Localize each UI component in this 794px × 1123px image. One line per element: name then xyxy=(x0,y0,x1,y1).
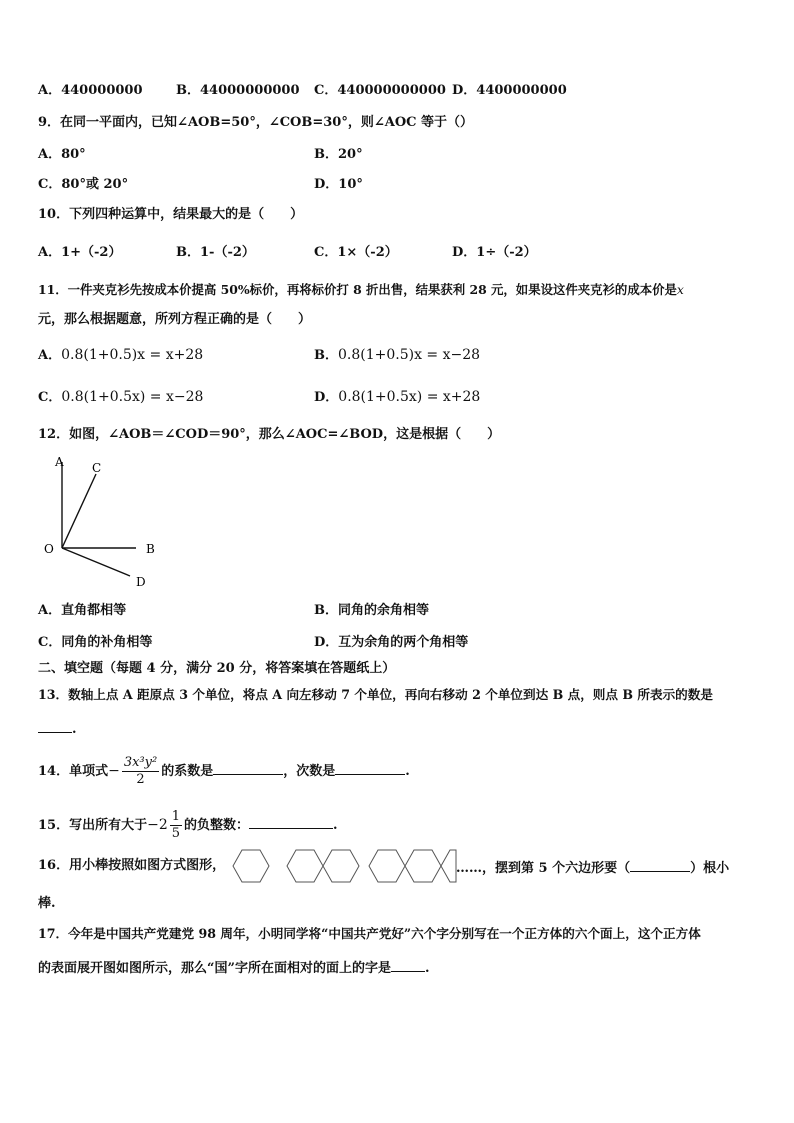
q9-option-c: C．80°或 20° xyxy=(38,177,129,192)
q15-stem: 15．写出所有大于−2 $\frac{1}{5}$ 的负整数： . xyxy=(38,809,338,841)
label-a: A xyxy=(55,455,64,469)
q10-option-b: B．1-（-2） xyxy=(176,245,255,260)
q10-option-a: A．1+（-2） xyxy=(38,245,122,260)
q12-stem: 12．如图，∠AOB＝∠COD＝90°，那么∠AOC=∠BOD，这是根据（ ） xyxy=(38,427,501,442)
q11-option-b: B．0.8(1+0.5)x = x−28 xyxy=(314,347,481,363)
q10-option-d: D．1÷（-2） xyxy=(452,245,537,260)
q12-option-a: A．直角都相等 xyxy=(38,603,127,618)
q16-stem-prefix: 16．用小棒按照如图方式图形， xyxy=(38,858,226,873)
q14-fraction: $\frac{\text{3x³y²}}{2}$ xyxy=(123,755,158,787)
q11-option-a: A．0.8(1+0.5)x = x+28 xyxy=(38,347,204,363)
q11-stem-line2: 元，那么根据题意，所列方程正确的是（ ） xyxy=(38,312,312,327)
q13-stem: 13．数轴上点 A 距原点 3 个单位，将点 A 向左移动 7 个单位，再向右移动 2 个单位到达 B 点，则点 B 所表示的数是 xyxy=(38,687,713,702)
q12-option-b: B．同角的余角相等 xyxy=(314,603,430,618)
q10-stem: 10．下列四种运算中，结果最大的是（ ） xyxy=(38,207,304,222)
q15-fraction: $\frac{1}{5}$ xyxy=(171,809,181,841)
q17-blank[interactable] xyxy=(391,957,425,972)
q16-stem-line2: 棒. xyxy=(38,896,56,911)
label-d: D xyxy=(136,575,146,589)
label-c: C xyxy=(92,461,102,475)
q11-stem-line1: 11．一件夹克衫先按成本价提高 50%标价，再将标价打 8 折出售，结果获利 28 元，如果设这件夹克衫的成本价是x xyxy=(38,282,684,297)
section-heading-fill-blank: 二、填空题（每题 4 分，满分 20 分，将答案填在答题纸上） xyxy=(38,661,396,676)
q9-stem: 9．在同一平面内，已知∠AOB=50°，∠COB=30°，则∠AOC 等于（） xyxy=(38,115,474,130)
label-o: O xyxy=(44,542,54,556)
q9-option-d: D．10° xyxy=(314,177,363,192)
q14-blank-degree[interactable] xyxy=(335,760,405,775)
hexagon-pattern-1 xyxy=(233,850,269,882)
q9-option-b: B．20° xyxy=(314,147,363,162)
q9-option-a: A．80° xyxy=(38,147,86,162)
q16-blank[interactable] xyxy=(630,857,690,872)
q14-stem: 14．单项式− $\frac{\text{3x³y²}}{2}$ 的系数是 ，次数是 . xyxy=(38,755,410,787)
q13-answer-line: . xyxy=(38,718,77,739)
q12-option-c: C．同角的补角相等 xyxy=(38,635,153,650)
ray-od xyxy=(62,548,130,576)
label-b: B xyxy=(146,542,155,556)
q17-stem-line2: 的表面展开图如图所示，那么“国”字所在面相对的面上的字是 . xyxy=(38,957,430,978)
q17-stem-line1: 17．今年是中国共产党建党 98 周年，小明同学将“中国共产党好”六个字分别写在一个正方体的六个面上，这个正方体 xyxy=(38,926,701,941)
hexagon-pattern-3 xyxy=(369,850,456,882)
q8-option-c: C．440000000000 xyxy=(314,83,446,98)
q11-option-d: D．0.8(1+0.5x) = x+28 xyxy=(314,389,481,405)
q12-option-d: D．互为余角的两个角相等 xyxy=(314,635,469,650)
hexagon-pattern-2 xyxy=(287,850,359,882)
q12-angle-figure xyxy=(38,452,168,592)
q8-option-b: B．44000000000 xyxy=(176,83,300,98)
q8-option-a: A．440000000 xyxy=(38,83,143,98)
q14-blank-coefficient[interactable] xyxy=(213,760,283,775)
ray-oc xyxy=(62,474,96,548)
q13-blank[interactable] xyxy=(38,718,72,733)
q16-stem-rest: ……，摆到第 5 个六边形要（ ）根小 xyxy=(456,857,729,878)
q16-hexagon-figures xyxy=(232,847,458,885)
q8-option-d: D．4400000000 xyxy=(452,83,567,98)
q15-blank[interactable] xyxy=(249,814,333,829)
q11-option-c: C．0.8(1+0.5x) = x−28 xyxy=(38,389,204,405)
q10-option-c: C．1×（-2） xyxy=(314,245,398,260)
